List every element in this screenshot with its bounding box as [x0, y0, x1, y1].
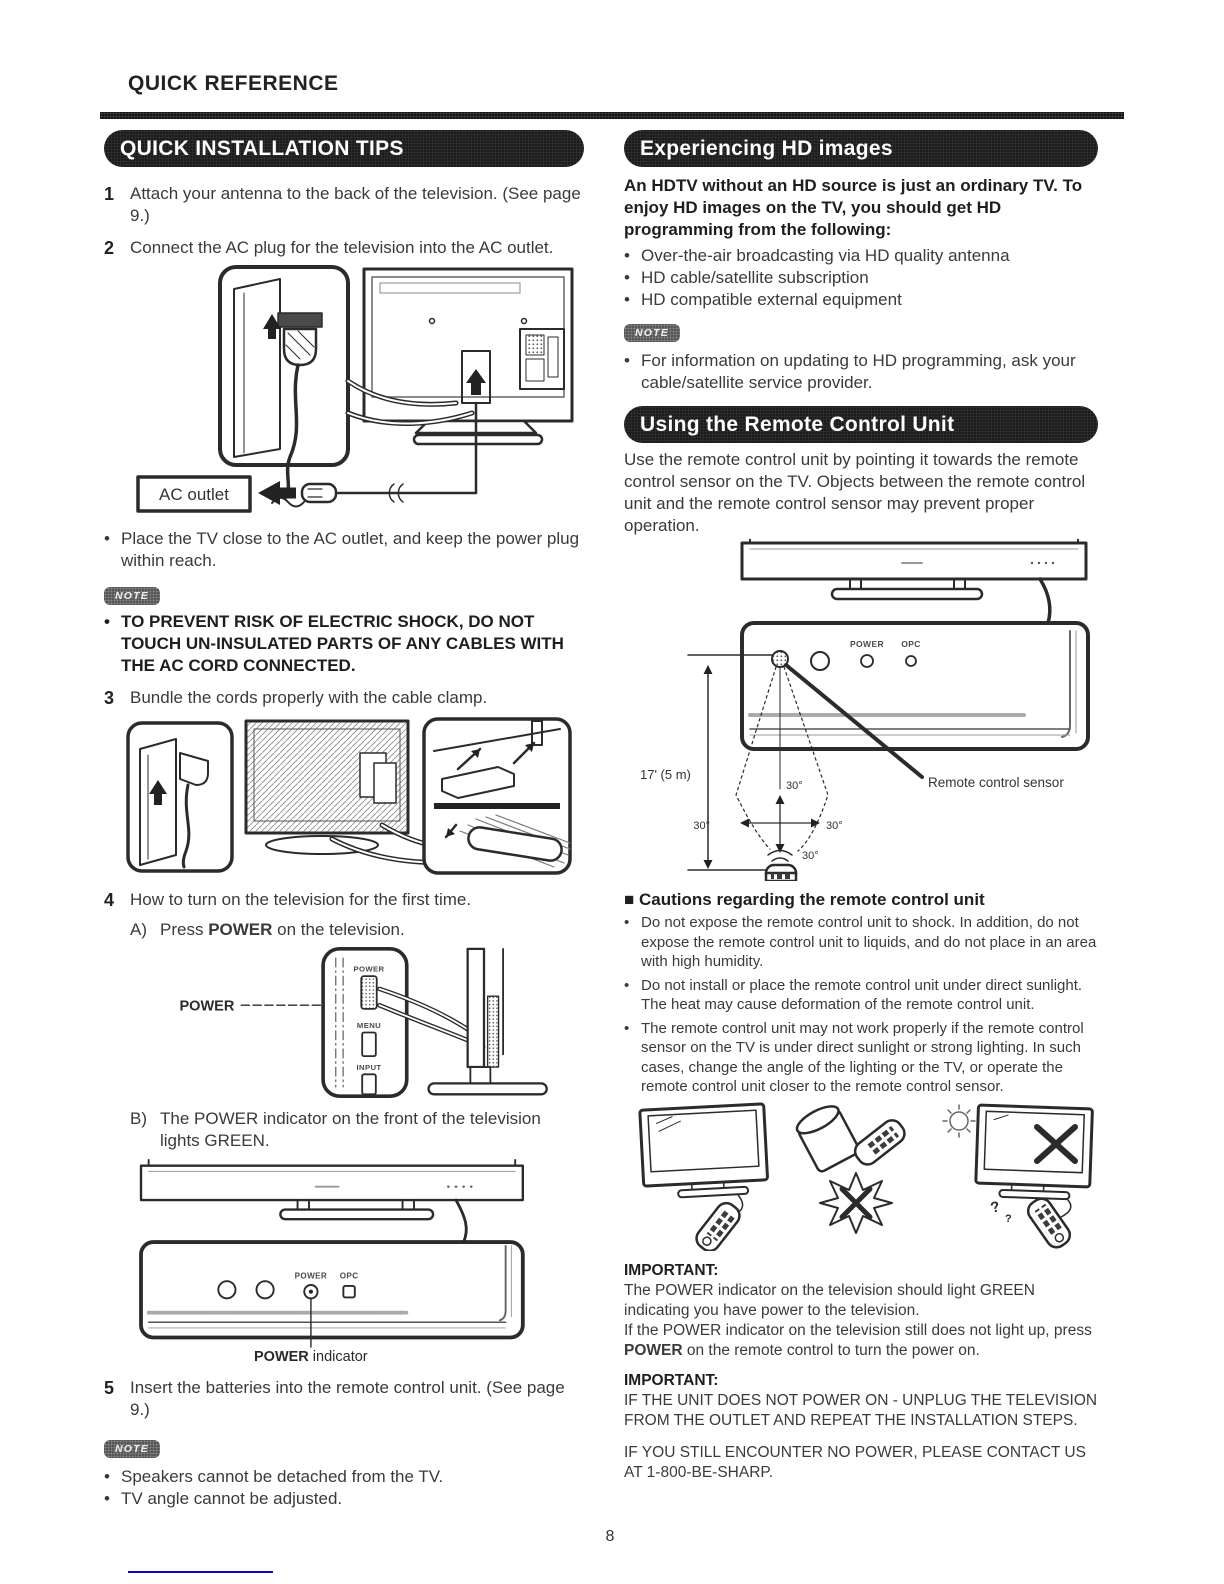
remote-control-drawing — [766, 851, 796, 882]
diagram-opc-label: OPC — [901, 639, 921, 649]
right-column — [624, 130, 1098, 1483]
note-badge: NOTE — [104, 1440, 160, 1458]
zoom-callout-curve — [456, 1200, 466, 1242]
electric-shock-warning: • TO PREVENT RISK OF ELECTRIC SHOCK, DO NOT TOUCH UN-INSULATED PARTS OF ANY CABLES WITH THE AC CORD CONNECTED. — [104, 611, 584, 677]
section-banner-quick-installation-tips: QUICK INSTALLATION TIPS — [104, 130, 584, 167]
zoom-callout-curve — [1040, 579, 1050, 623]
tv-front-bottom-drawing — [742, 539, 1086, 599]
remote-sensor-label: Remote control sensor — [928, 775, 1064, 790]
left-column — [104, 130, 584, 1510]
step-5-text: Insert the batteries into the remote control unit. (See page 9.) — [130, 1378, 565, 1419]
angle-right-label: 30° — [826, 820, 843, 832]
square-marker-icon: ■ — [624, 890, 635, 909]
place-tv-bullet: • Place the TV close to the AC outlet, and keep the power plug within reach. — [104, 528, 584, 572]
menu-button — [362, 1033, 376, 1057]
power-pointer-label: POWER — [179, 998, 235, 1015]
page-title: QUICK REFERENCE — [128, 72, 339, 95]
step-4-number: 4 — [104, 890, 115, 910]
power-button — [361, 976, 376, 1009]
step-2-text: Connect the AC plug for the television into the AC outlet. — [130, 238, 554, 257]
plug-inset-panel — [128, 723, 232, 871]
place-tv-bullet-text: Place the TV close to the AC outlet, and keep the power plug within reach. — [121, 529, 580, 570]
step-3-number: 3 — [104, 688, 115, 708]
clamp-inset-panel — [424, 719, 570, 873]
electric-shock-warning-text: TO PREVENT RISK OF ELECTRIC SHOCK, DO NOT TOUCH UN-INSULATED PARTS OF ANY CABLES WITH THE AC CORD CONNECTED. — [121, 612, 564, 675]
question-mark-glyph: ? — [988, 1197, 1002, 1217]
section-banner-experiencing-hd: Experiencing HD images — [624, 130, 1098, 167]
tv-side-view-drawing — [429, 949, 547, 1094]
to-outlet-arrow-icon — [258, 481, 296, 505]
ac-plug-connection-illustration — [132, 263, 577, 518]
step-2 — [104, 237, 584, 259]
contact-text: IF YOU STILL ENCOUNTER NO POWER, PLEASE CONTACT US AT 1-800-BE-SHARP. — [624, 1443, 1086, 1481]
diagram-power-label: POWER — [849, 639, 885, 649]
step-5 — [104, 1377, 584, 1421]
power-button-illustration — [154, 945, 554, 1100]
angle-left-label: 30° — [693, 820, 710, 832]
note-badge: NOTE — [104, 587, 160, 605]
question-mark-glyph-small: ? — [1005, 1212, 1012, 1225]
step-1-number: 1 — [104, 184, 115, 204]
indicator-panel-drawing — [141, 1242, 523, 1347]
cautions-heading: ■ Cautions regarding the remote control unit — [624, 890, 985, 909]
step-4a-label: A) — [130, 920, 147, 939]
page-number: 8 — [605, 1528, 615, 1545]
angle-bottom-label: 30° — [802, 850, 819, 862]
tv-back-hatched-drawing — [246, 721, 408, 854]
remote-control-drawing — [1024, 1194, 1073, 1250]
remote-control-drawing — [851, 1116, 908, 1168]
header-divider-rule — [100, 112, 1124, 119]
menu-button-label: MENU — [356, 1020, 382, 1030]
hd-bullet-1: • Over-the-air broadcasting via HD quality antenna — [624, 246, 1010, 265]
angle-center-label: 30° — [786, 780, 803, 792]
power-button-label: POWER — [353, 964, 385, 974]
important-1-para-2: If the POWER indicator on the television still does not light up, press POWER on the remote control to turn the power on. — [624, 1321, 1092, 1359]
step-5-number: 5 — [104, 1378, 115, 1398]
caution-bullet-2: • Do not install or place the remote control unit under direct sunlight. The heat may cause deformation of the remote control unit. — [624, 976, 1083, 1013]
hd-note-bullet: • For information on updating to HD programming, ask your cable/satellite service provider. — [624, 351, 1076, 392]
sun-icon — [943, 1105, 975, 1137]
remote-caution-illustrations — [624, 1101, 1094, 1251]
tv-stand-base — [414, 435, 542, 444]
hd-bullet-3: • HD compatible external equipment — [624, 290, 902, 309]
important-1-para-1: The POWER indicator on the television should light GREEN indicating you have power to the television. — [624, 1281, 1035, 1319]
caution-bullet-3: • The remote control unit may not work properly if the remote control sensor on the TV is under direct sunlight or strong lighting. In such cases, change the angle of the lighting or the TV, or operate the remote control unit closer to the remote control sensor. — [624, 1019, 1084, 1095]
cable-clamp-illustration — [124, 717, 574, 877]
section-banner-remote-control: Using the Remote Control Unit — [624, 406, 1098, 443]
hd-bullet-2: • HD cable/satellite subscription — [624, 268, 869, 287]
remote-control-drawing — [693, 1199, 744, 1251]
sunlight-on-tv-drawing — [943, 1105, 1092, 1251]
step-4b-text: The POWER indicator on the front of the television lights GREEN. — [160, 1109, 541, 1150]
step-2-number: 2 — [104, 238, 115, 258]
tv-front-bottom-drawing — [141, 1160, 523, 1219]
important-2-text: IF THE UNIT DOES NOT POWER ON - UNPLUG THE TELEVISION FROM THE OUTLET AND REPEAT THE INSTALLATION STEPS. — [624, 1391, 1098, 1429]
power-indicator-illustration — [120, 1158, 540, 1349]
step-1 — [104, 183, 584, 227]
caution-bullet-1: • Do not expose the remote control unit to shock. In addition, do not expose the remote control unit to liquids, and do not place in an area with high humidity. — [624, 914, 1097, 970]
plug-detail-inset — [220, 267, 348, 507]
speakers-note-bullet: • Speakers cannot be detached from the TV. — [104, 1467, 444, 1486]
step-4b-label: B) — [130, 1109, 147, 1128]
step-4a — [104, 919, 584, 941]
remote-intro-text: Use the remote control unit by pointing it towards the remote control sensor on the TV. Objects between the remote control unit and the remote control sensor may prevent proper operation. — [624, 450, 1086, 535]
step-4 — [104, 889, 584, 911]
remote-shock-drawing — [793, 1101, 908, 1233]
input-button — [362, 1074, 376, 1094]
step-4b — [104, 1108, 584, 1152]
tv-back-drawing — [364, 269, 572, 444]
step-3 — [104, 687, 584, 709]
tv-angle-note-bullet: • TV angle cannot be adjusted. — [104, 1489, 343, 1508]
important-1-title: IMPORTANT: — [624, 1261, 719, 1279]
power-indicator-caption: POWER indicator — [254, 1349, 368, 1365]
footer-blue-line — [128, 1571, 273, 1573]
panel-power-label: POWER — [294, 1271, 328, 1281]
ac-plug-icon — [302, 484, 336, 502]
step-4a-text: Press POWER on the television. — [160, 920, 405, 939]
note-badge: NOTE — [624, 324, 680, 342]
remote-sensor-range-diagram — [624, 539, 1094, 881]
hd-intro-text: An HDTV without an HD source is just an ordinary TV. To enjoy HD images on the TV, you should get HD programming from the following: — [624, 176, 1083, 239]
panel-opc-label: OPC — [339, 1271, 359, 1281]
step-1-text: Attach your antenna to the back of the television. (See page 9.) — [130, 184, 581, 225]
ac-outlet-label: AC outlet — [159, 485, 229, 504]
step-4-text: How to turn on the television for the first time. — [130, 890, 472, 909]
input-button-label: INPUT — [356, 1062, 382, 1072]
step-3-text: Bundle the cords properly with the cable clamp. — [130, 688, 488, 707]
important-2-title: IMPORTANT: — [624, 1371, 719, 1389]
distance-label: 17' (5 m) — [640, 767, 691, 782]
remote-pointing-at-tv-drawing — [640, 1103, 768, 1250]
